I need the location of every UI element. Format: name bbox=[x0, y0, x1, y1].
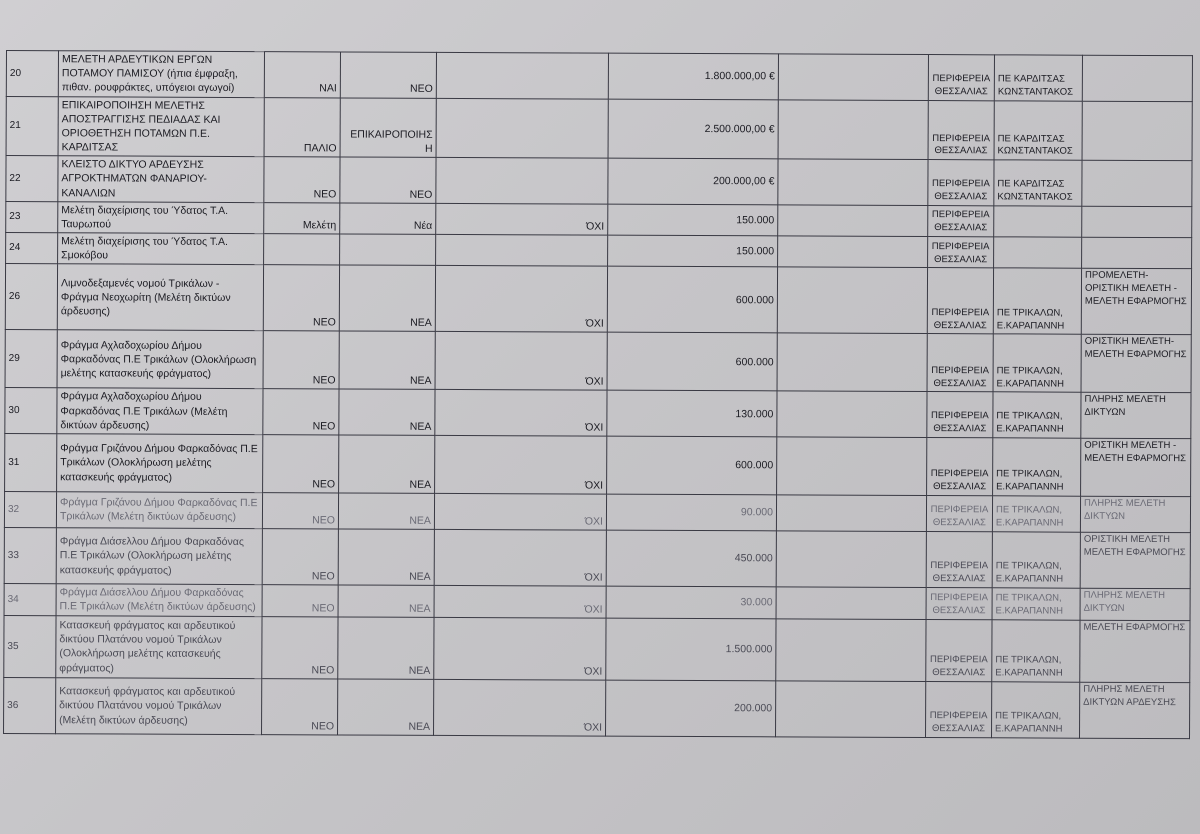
row-funding: ΌΧΙ bbox=[434, 679, 606, 736]
table-row bbox=[5, 264, 1191, 335]
row-stage: ΟΡΙΣΤΙΚΗ ΜΕΛΕΤΗ ΜΕΛΕΤΗ ΕΦΑΡΜΟΓΗΣ bbox=[1080, 532, 1190, 588]
table-row bbox=[5, 388, 1191, 439]
row-region: ΠΕΡΙΦΕΡΕΙΑ ΘΕΣΣΑΛΙΑΣ bbox=[926, 619, 992, 681]
row-unit: ΠΕ ΚΑΡΔΙΤΣΑΣ ΚΩΝΣΤΑΝΤΑΚΟΣ bbox=[994, 55, 1082, 101]
row-stage: ΠΛΗΡΗΣ ΜΕΛΕΤΗ ΔΙΚΤΥΩΝ bbox=[1081, 393, 1191, 439]
row-funding: ΌΧΙ bbox=[434, 493, 606, 530]
row-status: ΝΕΑ bbox=[339, 331, 435, 389]
row-unit: ΠΕ ΤΡΙΚΑΛΩΝ, Ε.ΚΑΡΑΠΑΝΝΗ bbox=[993, 438, 1081, 496]
row-notes bbox=[776, 587, 926, 620]
row-unit: ΠΕ ΤΡΙΚΑΛΩΝ, Ε.ΚΑΡΑΠΑΝΝΗ bbox=[992, 682, 1080, 738]
row-region: ΠΕΡΙΦΕΡΕΙΑ ΘΕΣΣΑΛΙΑΣ bbox=[926, 587, 992, 619]
row-region: ΠΕΡΙΦΕΡΕΙΑ ΘΕΣΣΑΛΙΑΣ bbox=[928, 100, 994, 160]
row-region: ΠΕΡΙΦΕΡΕΙΑ ΘΕΣΣΑΛΙΑΣ bbox=[927, 268, 993, 334]
projects-table bbox=[3, 50, 1193, 739]
row-number: 23 bbox=[6, 201, 58, 233]
row-region: ΠΕΡΙΦΕΡΕΙΑ ΘΕΣΣΑΛΙΑΣ bbox=[928, 160, 994, 206]
row-number: 22 bbox=[6, 156, 58, 202]
row-funding: ΌΧΙ bbox=[434, 617, 606, 680]
table-row bbox=[4, 583, 1190, 620]
row-amount: 450.000 bbox=[606, 530, 776, 587]
row-notes bbox=[778, 236, 928, 268]
row-notes bbox=[777, 437, 927, 496]
row-number: 20 bbox=[6, 51, 58, 97]
row-status: ΝΕΑ bbox=[338, 585, 434, 617]
row-unit bbox=[994, 237, 1082, 269]
row-amount: 600.000 bbox=[607, 267, 777, 334]
row-notes bbox=[777, 267, 927, 334]
row-region: ΠΕΡΙΦΕΡΕΙΑ ΘΕΣΣΑΛΙΑΣ bbox=[926, 531, 992, 587]
row-notes bbox=[776, 531, 926, 588]
row-funding: ΌΧΙ bbox=[435, 266, 607, 333]
table-row bbox=[6, 51, 1192, 102]
table-row bbox=[6, 96, 1192, 161]
row-description: Φράγμα Διάσελλου Δήμου Φαρκαδόνας Π.Ε Τρικάλων (Μελέτη δικτύων άρδευσης) bbox=[56, 584, 262, 617]
row-unit: ΠΕ ΤΡΙΚΑΛΩΝ, Ε.ΚΑΡΑΠΑΝΝΗ bbox=[993, 392, 1081, 438]
table-row bbox=[4, 527, 1190, 588]
row-amount: 200.000 bbox=[606, 680, 776, 737]
table-row bbox=[4, 677, 1190, 738]
row-description: Φράγμα Γριζάνου Δήμου Φαρκαδόνας Π.Ε Τρικάλων (Μελέτη δικτύων άρδευσης) bbox=[56, 492, 262, 529]
row-description: ΚΛΕΙΣΤΟ ΔΙΚΤΥΟ ΑΡΔΕΥΣΗΣ ΑΓΡΟΚΤΗΜΑΤΩΝ ΦΑΝΑΡΙΟΥ-ΚΑΝΑΛΙΩΝ bbox=[58, 156, 264, 202]
row-amount: 130.000 bbox=[607, 391, 777, 437]
row-type: ΝΕΟ bbox=[263, 265, 339, 331]
row-funding: ΌΧΙ bbox=[435, 332, 607, 391]
row-type: ΝΕΟ bbox=[263, 435, 339, 493]
row-region: ΠΕΡΙΦΕΡΕΙΑ ΘΕΣΣΑΛΙΑΣ bbox=[926, 495, 992, 531]
row-amount: 30.000 bbox=[606, 586, 776, 619]
row-type: ΠΑΛΙΟ bbox=[264, 97, 340, 157]
row-description: Φράγμα Γριζάνου Δήμου Φαρκαδόνας Π.Ε Τρικάλων (Ολοκλήρωση μελέτης κατασκευής φράγματος) bbox=[57, 434, 263, 493]
row-stage: ΜΕΛΕΤΗ ΕΦΑΡΜΟΓΗΣ bbox=[1080, 620, 1190, 682]
row-region: ΠΕΡΙΦΕΡΕΙΑ ΘΕΣΣΑΛΙΑΣ bbox=[928, 55, 994, 101]
row-notes bbox=[778, 205, 928, 237]
row-type: ΝΕΟ bbox=[262, 493, 338, 529]
row-funding bbox=[436, 234, 608, 266]
row-status: Νέα bbox=[340, 203, 436, 235]
row-amount: 1.800.000,00 € bbox=[608, 53, 778, 99]
row-amount: 150.000 bbox=[608, 235, 778, 267]
row-amount: 150.000 bbox=[608, 204, 778, 236]
row-stage: ΠΛΗΡΗΣ ΜΕΛΕΤΗ ΔΙΚΤΥΩΝ ΑΡΔΕΥΣΗΣ bbox=[1080, 682, 1190, 738]
row-stage bbox=[1082, 206, 1192, 238]
row-unit bbox=[994, 206, 1082, 238]
row-notes bbox=[778, 54, 928, 100]
row-funding: ΌΧΙ bbox=[434, 529, 606, 586]
row-notes bbox=[776, 619, 926, 682]
row-description: ΜΕΛΕΤΗ ΑΡΔΕΥΤΙΚΩΝ ΕΡΓΩΝ ΠΟΤΑΜΟΥ ΠΑΜΙΣΟΥ (ήπια έμφραξη, πιθαν. ρουφράκτες, υπόγειοι αγωγοί) bbox=[58, 51, 264, 97]
row-funding: ΌΧΙ bbox=[435, 390, 607, 436]
row-status: ΝΕΑ bbox=[338, 679, 434, 735]
row-amount: 1.500.000 bbox=[606, 618, 776, 681]
row-region: ΠΕΡΙΦΕΡΕΙΑ ΘΕΣΣΑΛΙΑΣ bbox=[928, 237, 994, 269]
row-status: ΝΕΑ bbox=[338, 617, 434, 679]
row-unit: ΠΕ ΤΡΙΚΑΛΩΝ, Ε.ΚΑΡΑΠΑΝΝΗ bbox=[992, 620, 1080, 682]
row-unit: ΠΕ ΤΡΙΚΑΛΩΝ, Ε.ΚΑΡΑΠΑΝΝΗ bbox=[993, 334, 1081, 392]
row-type: ΝΑΙ bbox=[264, 52, 340, 98]
row-region: ΠΕΡΙΦΕΡΕΙΑ ΘΕΣΣΑΛΙΑΣ bbox=[928, 205, 994, 237]
row-funding: ΌΧΙ bbox=[436, 203, 608, 235]
row-type: ΝΕΟ bbox=[262, 585, 338, 617]
row-unit: ΠΕ ΚΑΡΔΙΤΣΑΣ ΚΩΝΣΤΑΝΤΑΚΟΣ bbox=[994, 160, 1082, 206]
table-row bbox=[4, 491, 1190, 532]
row-notes bbox=[776, 681, 926, 738]
row-description: Λιμνοδεξαμενές νομού Τρικάλων - Φράγμα Νεοχωρίτη (Μελέτη δικτύων άρδευσης) bbox=[57, 264, 263, 331]
row-type: ΝΕΟ bbox=[262, 617, 338, 679]
row-notes bbox=[778, 99, 928, 159]
row-description: ΕΠΙΚΑΙΡΟΠΟΙΗΣΗ ΜΕΛΕΤΗΣ ΑΠΟΣΤΡΑΓΓΙΣΗΣ ΠΕΔΙΑΔΑΣ ΚΑΙ ΟΡΙΟΘΕΤΗΣΗ ΠΟΤΑΜΩΝ Π.Ε. ΚΑΡΔΙΤΣΑΣ bbox=[58, 96, 264, 157]
row-description: Φράγμα Αχλαδοχωρίου Δήμου Φαρκαδόνας Π.Ε Τρικάλων (Μελέτη δικτύων άρδευσης) bbox=[57, 388, 263, 434]
row-status: ΝΕΟ bbox=[340, 52, 436, 98]
row-type: ΝΕΟ bbox=[262, 679, 338, 735]
row-region: ΠΕΡΙΦΕΡΕΙΑ ΘΕΣΣΑΛΙΑΣ bbox=[927, 392, 993, 438]
row-notes bbox=[777, 391, 927, 437]
row-stage: ΟΡΙΣΤΙΚΗ ΜΕΛΕΤΗ- ΜΕΛΕΤΗ ΕΦΑΡΜΟΓΗΣ bbox=[1081, 335, 1191, 393]
row-type: ΝΕΟ bbox=[264, 157, 340, 203]
table-row bbox=[6, 233, 1192, 270]
table-row bbox=[6, 201, 1192, 238]
row-funding bbox=[436, 52, 608, 98]
row-status bbox=[340, 234, 436, 266]
row-description: Κατασκευή φράγματος και αρδευτικού δικτύου Πλατάνου νομού Τρικάλων (Ολοκλήρωση μελέτης κατασκευής φράγματος) bbox=[56, 616, 262, 679]
row-status: ΝΕΑ bbox=[338, 493, 434, 529]
row-type: Μελέτη bbox=[264, 202, 340, 234]
row-type: ΝΕΟ bbox=[262, 529, 338, 585]
row-stage: ΠΛΗΡΗΣ ΜΕΛΕΤΗ ΔΙΚΤΥΩΝ bbox=[1080, 496, 1190, 532]
row-number: 36 bbox=[4, 677, 56, 733]
row-amount: 600.000 bbox=[607, 436, 777, 495]
row-number: 24 bbox=[6, 233, 58, 265]
row-region: ΠΕΡΙΦΕΡΕΙΑ ΘΕΣΣΑΛΙΑΣ bbox=[927, 437, 993, 495]
row-number: 33 bbox=[4, 527, 56, 583]
row-number: 34 bbox=[4, 583, 56, 615]
document-sheet bbox=[3, 50, 1192, 739]
row-number: 21 bbox=[6, 96, 58, 156]
row-number: 29 bbox=[5, 330, 57, 388]
row-unit: ΠΕ ΚΑΡΔΙΤΣΑΣ ΚΩΝΣΤΑΝΤΑΚΟΣ bbox=[994, 100, 1082, 160]
row-status: ΕΠΙΚΑΙΡΟΠΟΙΗΣΗ bbox=[340, 97, 436, 157]
row-amount: 600.000 bbox=[607, 333, 777, 392]
table-row bbox=[5, 433, 1191, 496]
row-description: Μελέτη διαχείρισης του Ύδατος Τ.Α. Σμοκόβου bbox=[58, 233, 264, 265]
row-notes bbox=[776, 495, 926, 532]
row-amount: 90.000 bbox=[606, 494, 776, 531]
row-status: ΝΕΑ bbox=[339, 389, 435, 435]
row-unit: ΠΕ ΤΡΙΚΑΛΩΝ, Ε.ΚΑΡΑΠΑΝΝΗ bbox=[993, 268, 1081, 334]
row-funding bbox=[436, 98, 608, 158]
row-stage: ΠΛΗΡΗΣ ΜΕΛΕΤΗ ΔΙΚΤΥΩΝ bbox=[1080, 588, 1190, 620]
row-stage: ΠΡΟΜΕΛΕΤΗ-ΟΡΙΣΤΙΚΗ ΜΕΛΕΤΗ - ΜΕΛΕΤΗ ΕΦΑΡΜΟΓΗΣ bbox=[1081, 269, 1191, 335]
row-status: ΝΕΟ bbox=[340, 157, 436, 203]
row-description: Φράγμα Διάσελλου Δήμου Φαρκαδόνας Π.Ε Τρικάλων (Ολοκλήρωση μελέτης κατασκευής φράγματος) bbox=[56, 528, 262, 585]
row-funding bbox=[436, 158, 608, 204]
row-stage bbox=[1082, 55, 1192, 101]
table-row bbox=[4, 615, 1190, 682]
row-funding: ΌΧΙ bbox=[435, 435, 607, 494]
table-row bbox=[5, 330, 1191, 393]
table-row bbox=[6, 156, 1192, 207]
row-type bbox=[264, 234, 340, 266]
row-stage bbox=[1082, 237, 1192, 269]
row-number: 35 bbox=[4, 615, 56, 677]
row-stage: ΟΡΙΣΤΙΚΗ ΜΕΛΕΤΗ - ΜΕΛΕΤΗ ΕΦΑΡΜΟΓΗΣ bbox=[1081, 438, 1191, 496]
row-unit: ΠΕ ΤΡΙΚΑΛΩΝ, Ε.ΚΑΡΑΠΑΝΝΗ bbox=[992, 588, 1080, 620]
row-region: ΠΕΡΙΦΕΡΕΙΑ ΘΕΣΣΑΛΙΑΣ bbox=[926, 681, 992, 737]
row-type: ΝΕΟ bbox=[263, 389, 339, 435]
row-stage bbox=[1082, 160, 1192, 206]
row-number: 30 bbox=[5, 388, 57, 434]
row-status: ΝΕΑ bbox=[338, 529, 434, 585]
row-region: ΠΕΡΙΦΕΡΕΙΑ ΘΕΣΣΑΛΙΑΣ bbox=[927, 334, 993, 392]
row-stage bbox=[1082, 101, 1192, 161]
row-description: Φράγμα Αχλαδοχωρίου Δήμου Φαρκαδόνας Π.Ε Τρικάλων (Ολοκλήρωση μελέτης κατασκευής φράγματος) bbox=[57, 330, 263, 389]
row-amount: 200.000,00 € bbox=[608, 158, 778, 204]
row-number: 26 bbox=[5, 264, 57, 330]
row-status: ΝΕΑ bbox=[339, 435, 435, 493]
row-number: 31 bbox=[5, 433, 57, 491]
row-unit: ΠΕ ΤΡΙΚΑΛΩΝ, Ε.ΚΑΡΑΠΑΝΝΗ bbox=[992, 496, 1080, 532]
row-unit: ΠΕ ΤΡΙΚΑΛΩΝ, Ε.ΚΑΡΑΠΑΝΝΗ bbox=[992, 532, 1080, 588]
row-number: 32 bbox=[4, 491, 56, 527]
row-status: ΝΕΑ bbox=[339, 265, 435, 331]
row-notes bbox=[777, 333, 927, 392]
row-amount: 2.500.000,00 € bbox=[608, 99, 778, 159]
row-description: Κατασκευή φράγματος και αρδευτικού δικτύου Πλατάνου νομού Τρικάλων (Μελέτη δικτύων άρδευσης) bbox=[56, 678, 262, 735]
row-description: Μελέτη διαχείρισης του Ύδατος Τ.Α. Ταυρωπού bbox=[58, 201, 264, 233]
row-notes bbox=[778, 159, 928, 205]
row-type: ΝΕΟ bbox=[263, 331, 339, 389]
row-funding: ΌΧΙ bbox=[434, 585, 606, 618]
